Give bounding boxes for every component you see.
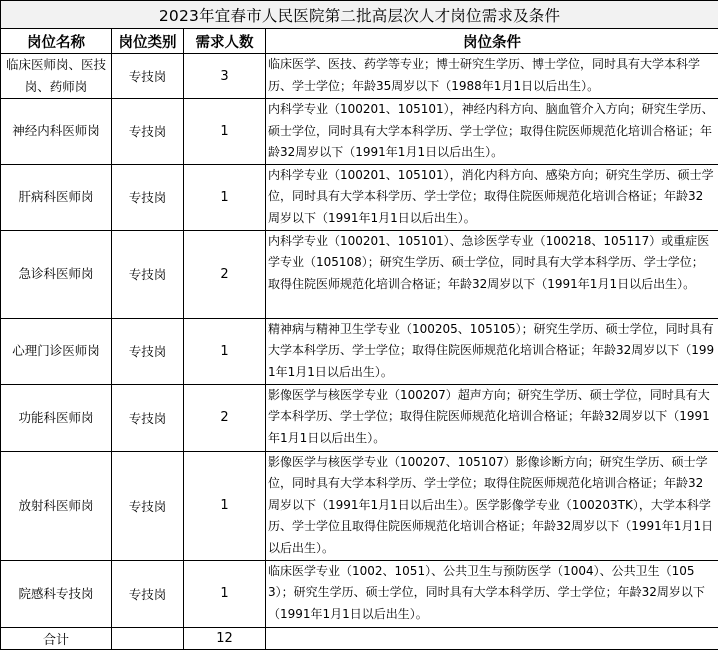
position-name: 急诊科医师岗 <box>1 230 112 318</box>
position-name: 临床医师岗、医技岗、药师岗 <box>1 54 112 99</box>
header-conditions: 岗位条件 <box>266 29 718 54</box>
demand-count: 1 <box>184 318 266 384</box>
position-name: 神经内科医师岗 <box>1 99 112 165</box>
position-conditions: 精神病与精神卫生学专业（100205、105105）；研究生学历、硕士学位，同时具有大学本科学历、学士学位；取得住院医师规范化培训合格证；年龄32周岁以下（1991年1月1日以后出生）。 <box>266 318 718 384</box>
position-conditions: 内科学专业（100201、105101）、急诊医学专业（100218、105117）或重症医学专业（105108）；研究生学历、硕士学位，同时具有大学本科学历、学士学位；取得住院医师规范化培训合格证；年龄32周岁以下（1991年1月1日以后出生）。 <box>266 230 718 318</box>
table-row <box>1 99 718 165</box>
demand-count: 2 <box>184 230 266 318</box>
demand-count: 1 <box>184 560 266 627</box>
table-row <box>1 318 718 384</box>
position-name: 放射科医师岗 <box>1 451 112 560</box>
position-conditions: 内科学专业（100201、105101），神经内科方向、脑血管介入方向；研究生学历、硕士学位，同时具有大学本科学历、学士学位；取得住院医师规范化培训合格证；年龄32周岁以下（1991年1月1日以后出生）。 <box>266 99 718 165</box>
position-name: 心理门诊医师岗 <box>1 318 112 384</box>
position-type: 专技岗 <box>112 560 184 627</box>
position-name: 功能科医师岗 <box>1 384 112 451</box>
total-label: 合计 <box>1 627 112 649</box>
position-name: 院感科专技岗 <box>1 560 112 627</box>
title-row <box>1 1 718 29</box>
demand-count: 2 <box>184 384 266 451</box>
header-position-type: 岗位类别 <box>112 29 184 54</box>
position-conditions: 内科学专业（100201、105101），消化内科方向、感染方向；研究生学历、硕士学位，同时具有大学本科学历、学士学位；取得住院医师规范化培训合格证；年龄32周岁以下（1991年1月1日以后出生）。 <box>266 164 718 230</box>
position-name: 肝病科医师岗 <box>1 164 112 230</box>
header-position-name: 岗位名称 <box>1 29 112 54</box>
total-count: 12 <box>184 627 266 649</box>
position-conditions: 临床医学专业（1002、1051）、公共卫生与预防医学（1004）、公共卫生（1053）；研究生学历、硕士学位，同时具有大学本科学历、学士学位；年龄32周岁以下（1991年1月1日以后出生）。 <box>266 560 718 627</box>
table-row <box>1 164 718 230</box>
table-title: 2023年宜春市人民医院第二批高层次人才岗位需求及条件 <box>1 1 718 29</box>
total-conditions <box>266 627 718 649</box>
total-type <box>112 627 184 649</box>
table-row <box>1 384 718 451</box>
position-type: 专技岗 <box>112 54 184 99</box>
table-row <box>1 230 718 318</box>
demand-count: 3 <box>184 54 266 99</box>
position-type: 专技岗 <box>112 451 184 560</box>
position-type: 专技岗 <box>112 318 184 384</box>
position-type: 专技岗 <box>112 230 184 318</box>
header-row <box>1 29 718 54</box>
demand-count: 1 <box>184 451 266 560</box>
table-row <box>1 54 718 99</box>
demand-count: 1 <box>184 164 266 230</box>
position-conditions: 影像医学与核医学专业（100207）超声方向；研究生学历、硕士学位，同时具有大学本科学历、学士学位；取得住院医师规范化培训合格证；年龄32周岁以下（1991年1月1日以后出生）。 <box>266 384 718 451</box>
position-conditions: 临床医学、医技、药学等专业；博士研究生学历、博士学位，同时具有大学本科学历、学士学位；年龄35周岁以下（1988年1月1日以后出生）。 <box>266 54 718 99</box>
position-type: 专技岗 <box>112 384 184 451</box>
demand-count: 1 <box>184 99 266 165</box>
position-type: 专技岗 <box>112 99 184 165</box>
table-row <box>1 560 718 627</box>
table-row <box>1 451 718 560</box>
header-demand-count: 需求人数 <box>184 29 266 54</box>
position-conditions: 影像医学与核医学专业（100207、105107）影像诊断方向；研究生学历、硕士学位，同时具有大学本科学历、学士学位；取得住院医师规范化培训合格证；年龄32周岁以下（1991年1月1日以后出生）。医学影像学专业（100203TK），大学本科学历、学士学位且取得住院医师规范化培训合格证；年龄32周岁以下（1991年1月1日以后出生）。 <box>266 451 718 560</box>
position-type: 专技岗 <box>112 164 184 230</box>
total-row <box>1 627 718 649</box>
